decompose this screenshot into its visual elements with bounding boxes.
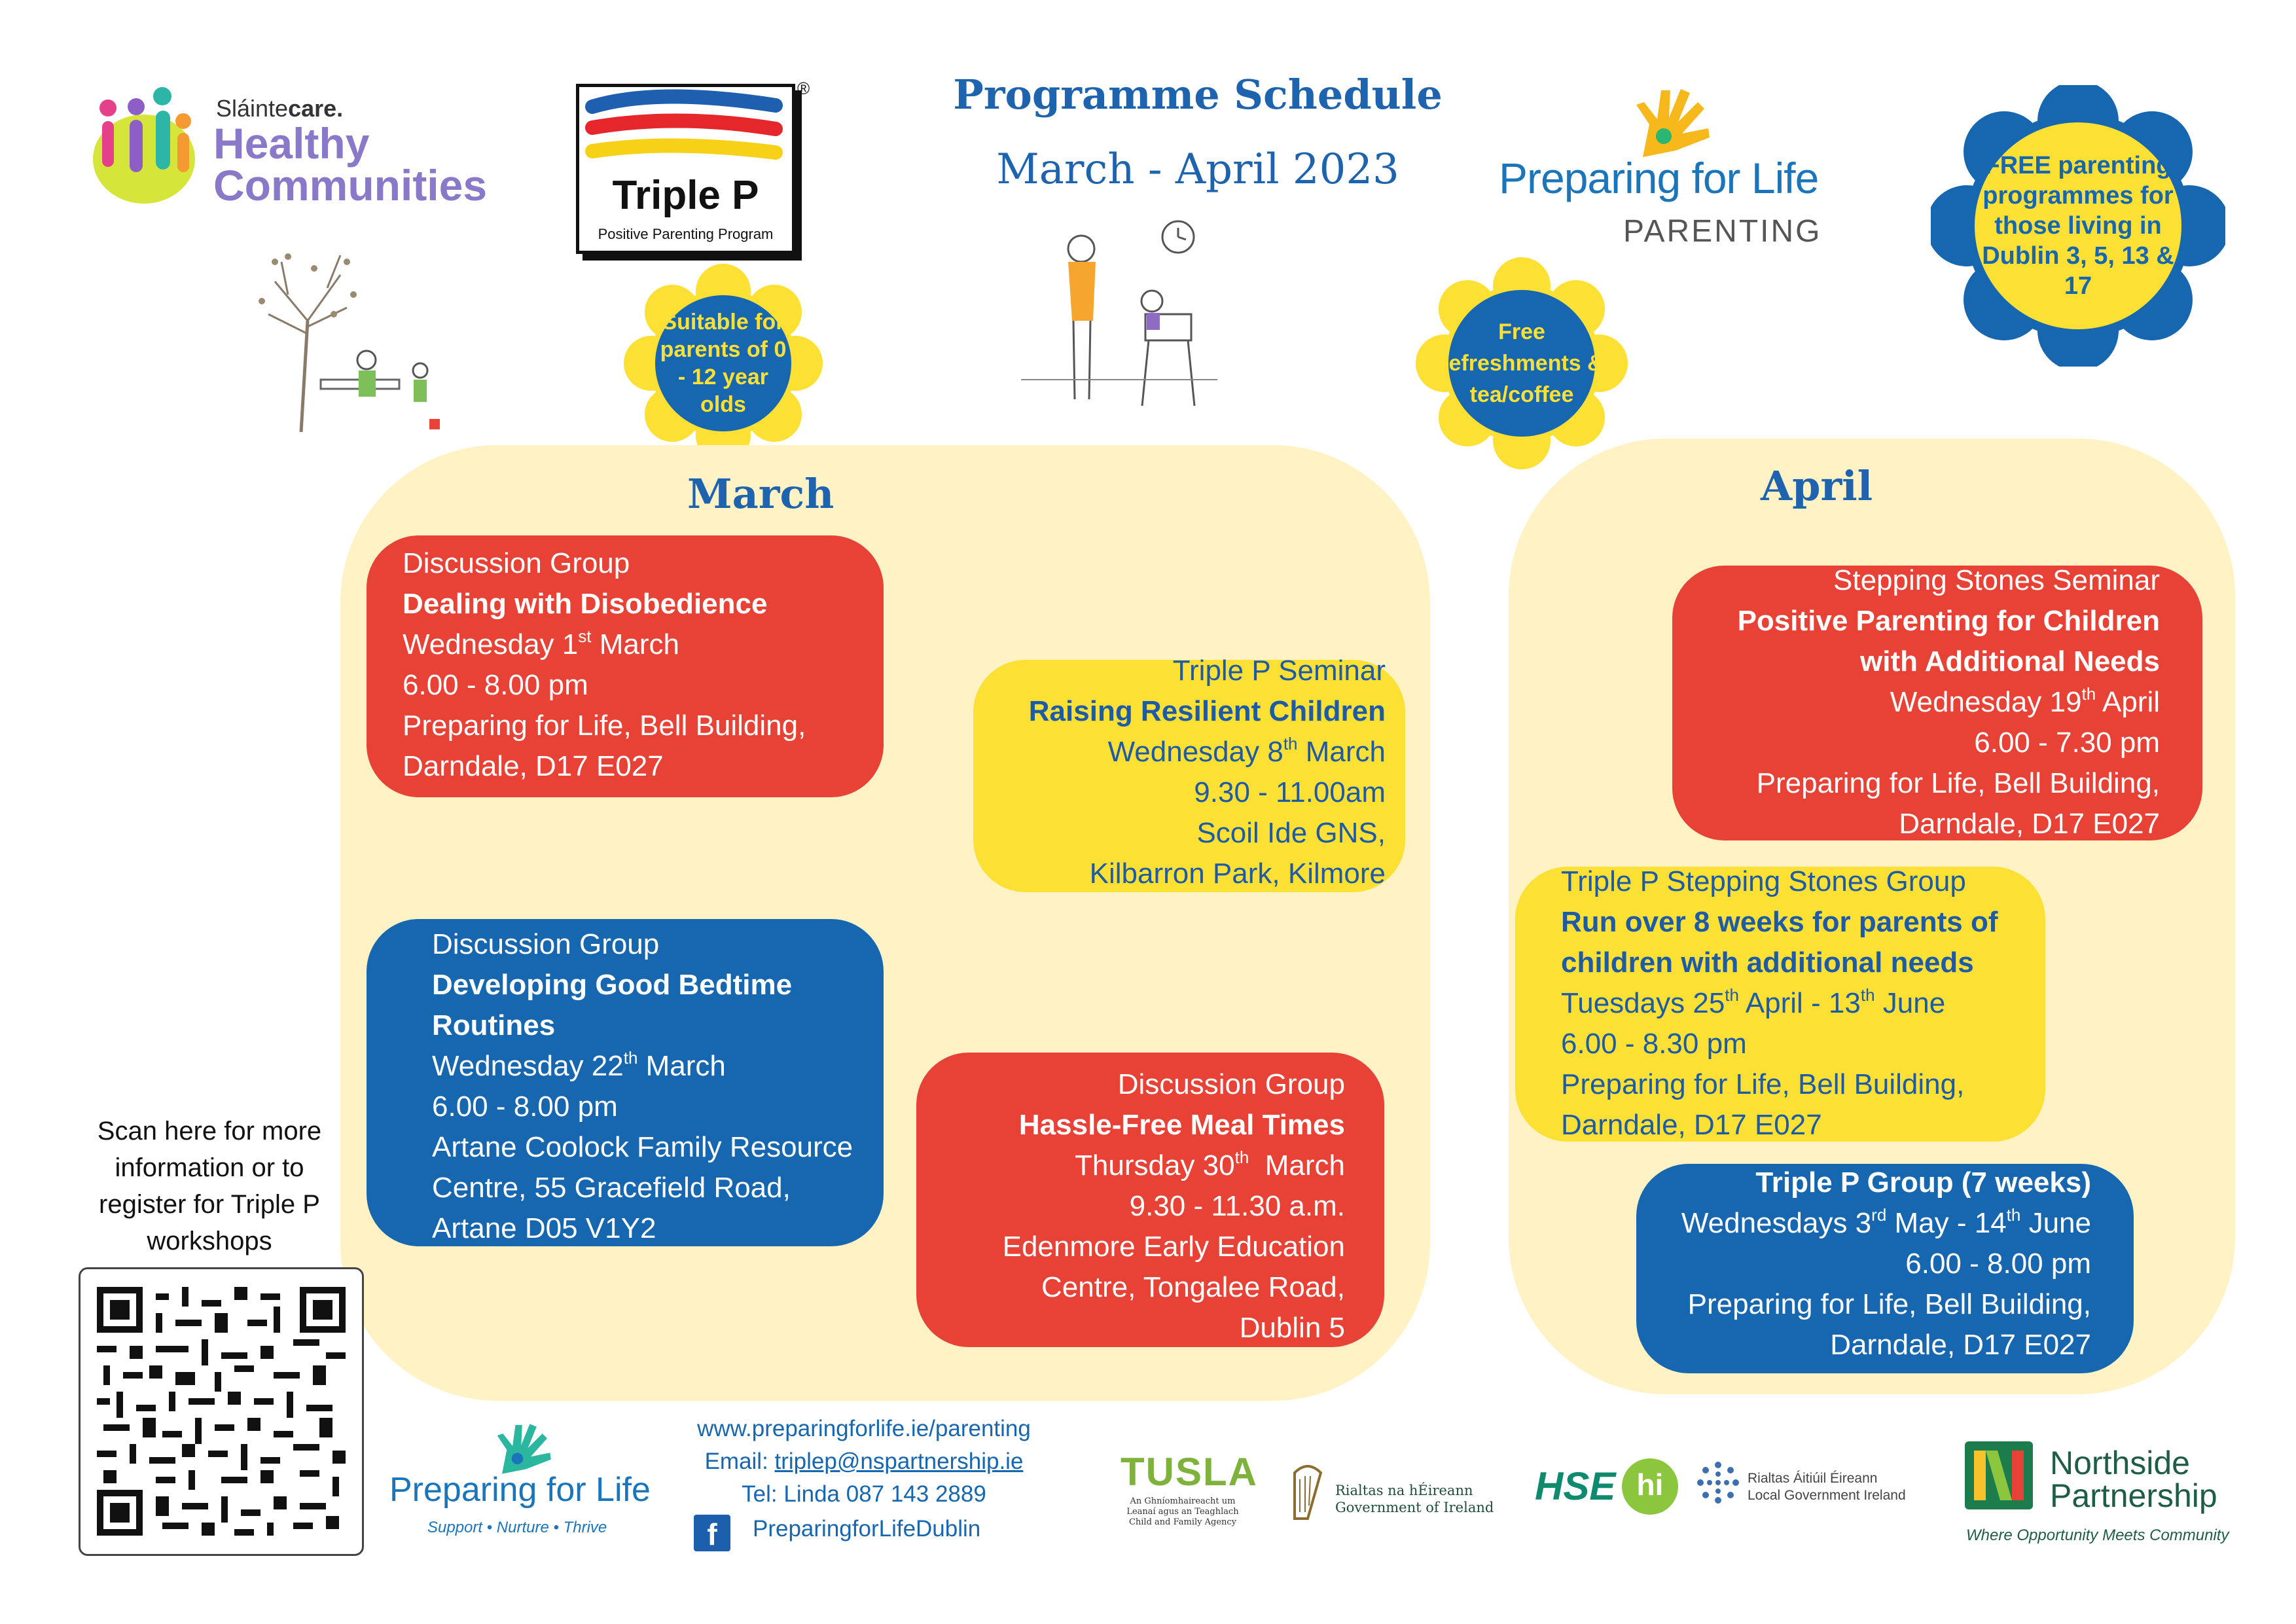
pfl-header-name: Preparing for Life <box>1499 154 1819 202</box>
event-title: Dealing with Disobedience <box>403 588 768 620</box>
hi-logo: hi <box>1622 1458 1678 1515</box>
event-time: 9.30 - 11.30 a.m. <box>1129 1190 1345 1222</box>
tusla-subtitle: An Ghníomhaireacht um Leanaí agus an Teaghlach Child and Family Agency <box>1126 1496 1239 1527</box>
event-type: Discussion Group <box>1117 1068 1345 1100</box>
pfl-parenting-logo <box>1486 85 1878 255</box>
page-subtitle: March - April 2023 <box>996 145 1399 194</box>
march-heading: March <box>687 470 834 518</box>
event-date: Wednesday 19th April <box>1890 684 2160 718</box>
pfl-footer-tagline: Support • Nurture • Thrive <box>427 1519 607 1536</box>
event-title: Routines <box>432 1009 556 1041</box>
email-line: Email: triplep@nspartnership.ie <box>704 1449 1024 1474</box>
event-time: 6.00 - 7.30 pm <box>1974 727 2160 759</box>
pfl-footer-name: Preparing for Life <box>389 1471 651 1509</box>
free-programmes-badge: FREE parenting programmes for those living in Dublin 3, 5, 13 & 17 <box>1982 152 2174 300</box>
hse-logo: HSE <box>1535 1464 1616 1508</box>
event-time: 9.30 - 11.00am <box>1194 776 1386 808</box>
qr-code[interactable] <box>79 1267 364 1556</box>
northside-partnership-logo-mark <box>1965 1441 2033 1509</box>
slaintecare-people-icon <box>79 82 209 219</box>
event-title: Positive Parenting for Children <box>1737 605 2160 637</box>
family-park-illustration <box>249 242 445 439</box>
registered-mark: ® <box>797 79 810 98</box>
event-title: children with additional needs <box>1561 947 1974 979</box>
event-type: Triple P Stepping Stones Group <box>1561 865 1966 897</box>
event-date: Wednesdays 3rd May - 14th June <box>1681 1205 2091 1239</box>
northside-partnership-tagline: Where Opportunity Meets Community <box>1966 1526 2229 1544</box>
event-title: Developing Good Bedtime <box>432 969 793 1001</box>
event-venue: Centre, Tongalee Road, <box>1041 1271 1345 1303</box>
triple-p-subtitle: Positive Parenting Program <box>598 226 774 242</box>
triple-p-name: Triple P <box>612 173 759 218</box>
event-type: Stepping Stones Seminar <box>1833 564 2160 596</box>
northside-partnership-name: Northside Partnership <box>2050 1445 2217 1514</box>
event-time: 6.00 - 8.00 pm <box>432 1091 618 1123</box>
event-date: Thursday 30th March <box>1075 1147 1345 1182</box>
event-card-meal-times <box>916 1053 1384 1347</box>
triple-p-stripes-icon <box>579 87 792 172</box>
email-link[interactable]: triplep@nspartnership.ie <box>774 1449 1024 1474</box>
pfl-header-subtitle: PARENTING <box>1623 214 1822 249</box>
website-link[interactable]: www.preparingforlife.ie/parenting <box>697 1416 1031 1441</box>
event-card-disobedience <box>367 535 884 797</box>
event-venue: Darndale, D17 E027 <box>1830 1329 2091 1361</box>
event-type: Triple P Seminar <box>1172 655 1386 687</box>
event-venue: Artane D05 V1Y2 <box>432 1212 656 1244</box>
telephone: Tel: Linda 087 143 2889 <box>742 1481 986 1507</box>
harp-icon <box>1288 1460 1327 1525</box>
event-type: Discussion Group <box>432 928 660 960</box>
event-venue: Preparing for Life, Bell Building, <box>1756 767 2160 799</box>
hand-icon <box>1623 85 1721 164</box>
event-venue: Preparing for Life, Bell Building, <box>1561 1068 1965 1100</box>
facebook-icon: f <box>694 1515 730 1551</box>
april-heading: April <box>1761 462 1873 510</box>
event-date: Wednesday 1st March <box>403 626 679 660</box>
triple-p-logo <box>576 84 795 254</box>
event-venue: Preparing for Life, Bell Building, <box>403 710 806 742</box>
event-title: Raising Resilient Children <box>1028 695 1386 727</box>
contact-details <box>661 1413 1067 1511</box>
event-title: Triple P Group (7 weeks) <box>1755 1166 2091 1199</box>
event-venue: Darndale, D17 E027 <box>1561 1109 1822 1141</box>
event-title: Hassle-Free Meal Times <box>1018 1109 1345 1141</box>
suitable-age-badge: Suitable for parents of 0 - 12 year olds <box>660 310 787 417</box>
event-time: 6.00 - 8.30 pm <box>1561 1028 1747 1060</box>
local-government-ireland-logo: Rialtas Áitiúil Éireann Local Government Ireland <box>1748 1471 1906 1503</box>
event-venue: Centre, 55 Gracefield Road, <box>432 1172 791 1204</box>
pfl-footer-logo <box>389 1420 684 1538</box>
np-monogram-icon <box>1965 1441 2033 1509</box>
event-venue: Dublin 5 <box>1239 1312 1345 1344</box>
qr-code-icon <box>97 1287 346 1536</box>
event-venue: Scoil Ide GNS, <box>1196 817 1386 849</box>
event-type: Discussion Group <box>403 547 630 579</box>
event-card-triple-p-group <box>1636 1164 2134 1373</box>
slaintecare-wordmark: Sláintecare. <box>216 95 344 122</box>
event-card-additional-needs-seminar <box>1672 566 2202 840</box>
event-date: Tuesdays 25th April - 13th June <box>1561 985 1946 1019</box>
government-of-ireland-logo: Rialtas na hÉireann Government of Ireland <box>1335 1483 1494 1515</box>
event-venue: Artane Coolock Family Resource <box>432 1131 853 1163</box>
tusla-logo: TUSLA <box>1121 1450 1258 1494</box>
event-date: Wednesday 22th March <box>432 1048 726 1082</box>
event-venue: Darndale, D17 E027 <box>1899 808 2160 840</box>
mother-child-illustration <box>1021 216 1217 412</box>
event-date: Wednesday 8th March <box>1107 734 1386 768</box>
slaintecare-logo <box>79 82 511 219</box>
page-title: Programme Schedule <box>953 71 1443 118</box>
event-title: with Additional Needs <box>1860 645 2160 677</box>
event-card-resilient-children <box>973 655 1405 892</box>
event-venue: Darndale, D17 E027 <box>403 750 664 782</box>
local-government-dots-icon <box>1695 1460 1741 1506</box>
event-venue: Preparing for Life, Bell Building, <box>1687 1288 2091 1320</box>
event-time: 6.00 - 8.00 pm <box>1905 1248 2091 1280</box>
event-card-stepping-stones-group <box>1515 867 2045 1142</box>
event-time: 6.00 - 8.00 pm <box>403 669 588 701</box>
event-venue: Edenmore Early Education <box>1002 1231 1345 1263</box>
qr-instructions: Scan here for more information or to register for Triple P workshops <box>97 1117 322 1255</box>
healthy-communities-wordmark: Healthy Communities <box>213 119 488 209</box>
facebook-handle[interactable]: PreparingforLifeDublin <box>753 1516 981 1542</box>
refreshments-badge: Free refreshments & tea/coffee <box>1440 319 1604 407</box>
event-title: Run over 8 weeks for parents of <box>1561 906 1998 938</box>
event-venue: Kilbarron Park, Kilmore <box>1089 857 1386 890</box>
event-card-bedtime-routines <box>367 919 884 1246</box>
